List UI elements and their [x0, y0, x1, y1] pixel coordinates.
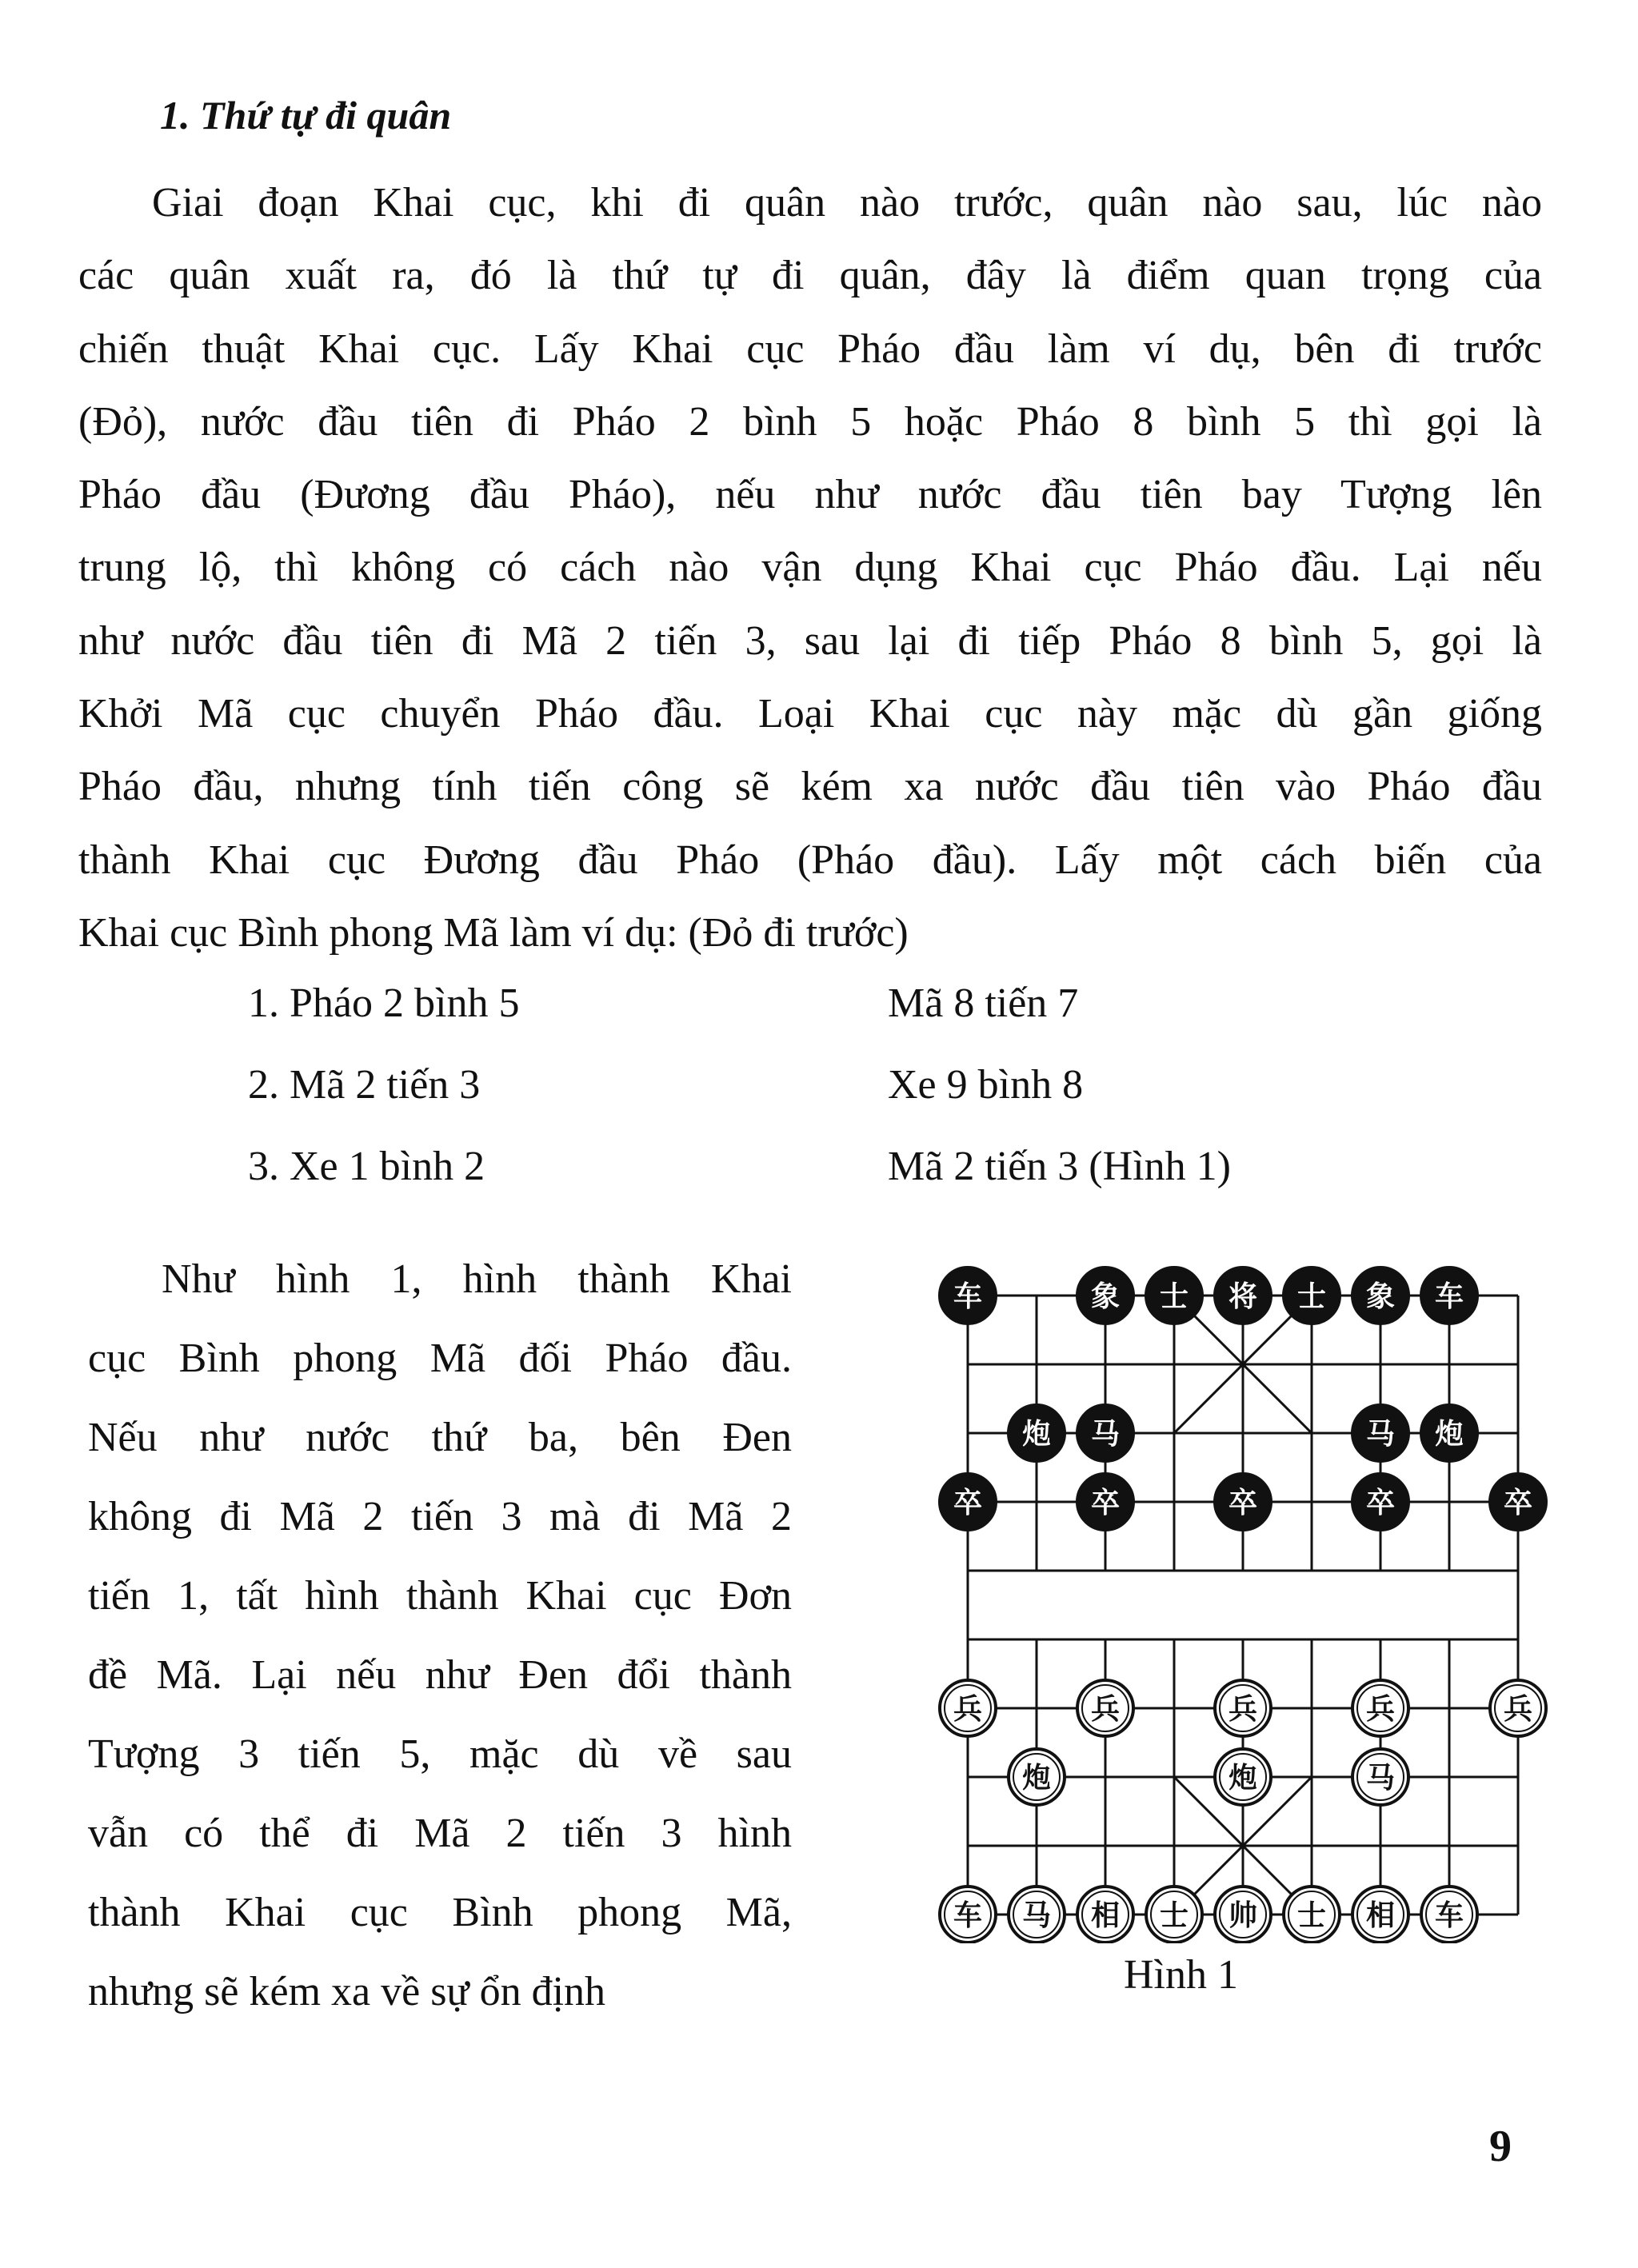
red-elephant-icon: [1077, 1887, 1133, 1943]
black-cannon-icon: [1009, 1405, 1065, 1461]
red-soldier-icon: [1352, 1680, 1408, 1736]
move-red: 2. Mã 2 tiến 3: [248, 1062, 481, 1108]
red-advisor-icon: [1146, 1887, 1202, 1943]
section-heading: 1. Thứ tự đi quân: [160, 93, 452, 138]
piece-label: 卒: [953, 1487, 983, 1519]
paragraph-line: trung lộ, thì không có cách nào vận dụng Khai cục Pháo đầu. Lại nếu: [78, 545, 1542, 591]
piece-label: 卒: [1090, 1487, 1121, 1519]
piece-label: 士: [1159, 1280, 1189, 1313]
intro-paragraph: [78, 166, 1542, 969]
piece-label: 车: [953, 1899, 983, 1932]
piece-label: 士: [1296, 1280, 1327, 1313]
paragraph-line: cục Bình phong Mã đối Pháo đầu.: [88, 1336, 792, 1381]
black-soldier-icon: [1352, 1474, 1408, 1530]
piece-label: 兵: [953, 1693, 983, 1726]
paragraph-line: không đi Mã 2 tiến 3 mà đi Mã 2: [88, 1494, 792, 1539]
piece-label: 士: [1159, 1899, 1189, 1932]
red-horse-icon: [1352, 1749, 1408, 1805]
black-elephant-icon: [1077, 1268, 1133, 1324]
piece-label: 将: [1228, 1280, 1258, 1313]
paragraph-line: chiến thuật Khai cục. Lấy Khai cục Pháo đầu làm ví dụ, bên đi trước: [78, 325, 1542, 372]
red-chariot-icon: [940, 1887, 996, 1943]
piece-label: 象: [1090, 1280, 1121, 1313]
piece-label: 车: [953, 1280, 983, 1313]
piece-label: 马: [1021, 1899, 1052, 1932]
piece-label: 兵: [1090, 1693, 1121, 1726]
paragraph-line: tiến 1, tất hình thành Khai cục Đơn: [88, 1573, 792, 1619]
paragraph-line: như nước đầu tiên đi Mã 2 tiến 3, sau lại đi tiếp Pháo 8 bình 5, gọi là: [78, 617, 1542, 664]
red-horse-icon: [1009, 1887, 1065, 1943]
piece-label: 马: [1365, 1418, 1396, 1451]
piece-label: 马: [1090, 1418, 1121, 1451]
piece-label: 帅: [1228, 1899, 1258, 1932]
move-black: Mã 8 tiến 7: [888, 980, 1079, 1026]
red-soldier-icon: [1490, 1680, 1546, 1736]
piece-label: 象: [1365, 1280, 1396, 1313]
piece-label: 卒: [1503, 1487, 1533, 1519]
black-advisor-icon: [1146, 1268, 1202, 1324]
xiangqi-board: [928, 1256, 1552, 1943]
piece-label: 相: [1365, 1899, 1396, 1932]
piece-label: 马: [1365, 1762, 1396, 1795]
red-cannon-icon: [1215, 1749, 1271, 1805]
black-elephant-icon: [1352, 1268, 1408, 1324]
paragraph-line: vẫn có thể đi Mã 2 tiến 3 hình: [88, 1811, 792, 1856]
piece-label: 相: [1090, 1899, 1121, 1932]
black-advisor-icon: [1284, 1268, 1340, 1324]
paragraph-line: đề Mã. Lại nếu như Đen đổi thành: [88, 1652, 792, 1698]
black-cannon-icon: [1421, 1405, 1477, 1461]
paragraph-line: Pháo đầu (Đương đầu Pháo), nếu như nước đầu tiên bay Tượng lên: [78, 472, 1542, 518]
page-number: 9: [1489, 2122, 1512, 2171]
black-general-icon: [1215, 1268, 1271, 1324]
piece-label: 士: [1296, 1899, 1327, 1932]
piece-label: 卒: [1365, 1487, 1396, 1519]
piece-label: 车: [1434, 1899, 1464, 1932]
paragraph-line: các quân xuất ra, đó là thứ tự đi quân, đây là điểm quan trọng của: [78, 253, 1542, 299]
red-chariot-icon: [1421, 1887, 1477, 1943]
paragraph-line: Tượng 3 tiến 5, mặc dù về sau: [88, 1731, 792, 1777]
red-soldier-icon: [1077, 1680, 1133, 1736]
commentary-paragraph: [88, 1240, 792, 2031]
paragraph-line: Nếu như nước thứ ba, bên Đen: [88, 1415, 792, 1460]
red-general-icon: [1215, 1887, 1271, 1943]
paragraph-line: Pháo đầu, nhưng tính tiến công sẽ kém xa nước đầu tiên vào Pháo đầu: [78, 764, 1542, 810]
move-red: 1. Pháo 2 bình 5: [248, 980, 520, 1026]
figure-caption: Hình 1: [1124, 1952, 1238, 1998]
red-cannon-icon: [1009, 1749, 1065, 1805]
move-red: 3. Xe 1 bình 2: [248, 1144, 485, 1189]
red-soldier-icon: [1215, 1680, 1271, 1736]
paragraph-line: thành Khai cục Đương đầu Pháo (Pháo đầu). Lấy một cách biến của: [78, 837, 1542, 883]
black-horse-icon: [1352, 1405, 1408, 1461]
red-elephant-icon: [1352, 1887, 1408, 1943]
paragraph-line: Giai đoạn Khai cục, khi đi quân nào trước, quân nào sau, lúc nào: [152, 180, 1542, 226]
piece-label: 卒: [1228, 1487, 1258, 1519]
piece-label: 车: [1434, 1280, 1464, 1313]
paragraph-line: nhưng sẽ kém xa về sự ổn định: [88, 1969, 606, 2014]
piece-label: 兵: [1228, 1693, 1258, 1726]
black-soldier-icon: [940, 1474, 996, 1530]
black-soldier-icon: [1215, 1474, 1271, 1530]
paragraph-line: thành Khai cục Bình phong Mã,: [88, 1890, 792, 1935]
paragraph-line: Khai cục Bình phong Mã làm ví dụ: (Đỏ đi trước): [78, 909, 909, 956]
black-soldier-icon: [1490, 1474, 1546, 1530]
piece-label: 炮: [1434, 1418, 1464, 1451]
piece-label: 炮: [1228, 1762, 1258, 1795]
red-soldier-icon: [940, 1680, 996, 1736]
move-black: Xe 9 bình 8: [888, 1062, 1084, 1108]
black-horse-icon: [1077, 1405, 1133, 1461]
paragraph-line: (Đỏ), nước đầu tiên đi Pháo 2 bình 5 hoặc Pháo 8 bình 5 thì gọi là: [78, 398, 1542, 445]
red-advisor-icon: [1284, 1887, 1340, 1943]
move-black: Mã 2 tiến 3 (Hình 1): [888, 1144, 1231, 1189]
black-soldier-icon: [1077, 1474, 1133, 1530]
board-grid: [968, 1296, 1518, 1915]
paragraph-line: Như hình 1, hình thành Khai: [162, 1256, 792, 1302]
piece-label: 炮: [1021, 1762, 1052, 1795]
black-chariot-icon: [940, 1268, 996, 1324]
piece-label: 兵: [1365, 1693, 1396, 1726]
paragraph-line: Khởi Mã cục chuyển Pháo đầu. Loại Khai cục này mặc dù gần giống: [78, 691, 1542, 737]
piece-label: 兵: [1503, 1693, 1533, 1726]
piece-label: 炮: [1021, 1418, 1052, 1451]
black-chariot-icon: [1421, 1268, 1477, 1324]
